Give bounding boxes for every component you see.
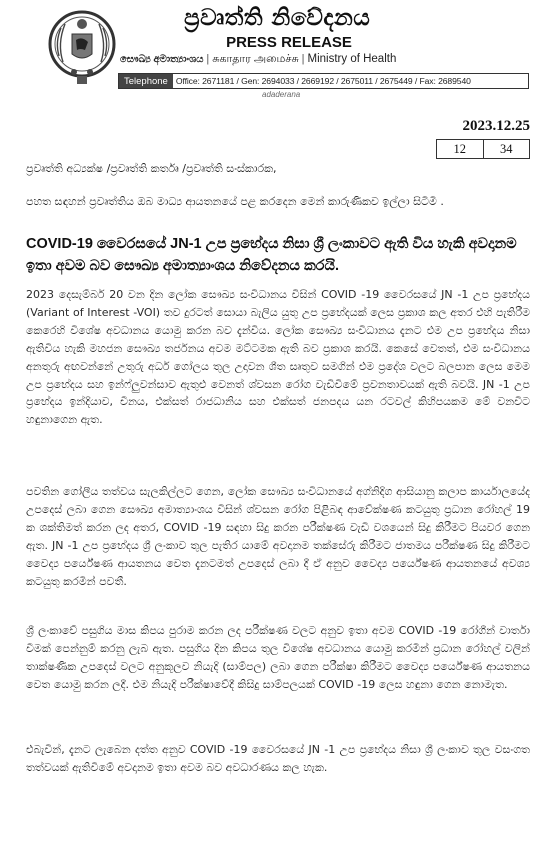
publication-request: පහත සඳහන් ප්‍රවෘත්තිය ඔබ මාධ්‍ය ආයතනයේ පළ කරදෙන මෙන් කාරුණිකව ඉල්ලා සිටිමි . [26, 195, 444, 208]
reference-number-right: 34 [483, 140, 530, 158]
release-headline: COVID-19 වෛරසයේ JN-1 උප ප්‍රභේදය නිසා ශ්‍රී ලංකාවට ඇති විය හැකි අවදානම ඉතා අවම බව සෞඛ්‍ය අමාත්‍යාංශය නිවේදනය කරයි. [26, 236, 517, 274]
ministry-name-line: සෞඛ්‍ය අමාත්‍යාංශය | சுகாதார அமைச்சு | Ministry of Health [120, 53, 397, 65]
telephone-label: Telephone [119, 74, 173, 88]
telephone-bar [118, 73, 529, 89]
ministry-name-sinhala: සෞඛ්‍ය අමාත්‍යාංශය [120, 54, 204, 65]
release-date: 2023.12.25 [462, 118, 530, 134]
reference-number-box [436, 139, 530, 159]
body-paragraph-2: පවතින ගෝලීය තත්වය සැලකිල්ලට ගෙන, ලෝක සෞඛ්‍ය සංවිධානයේ අග්නිදිග ආසියානු කලාප කාර්යාලයේද උපදෙස් ලබා ගෙන සෞඛ්‍ය අමාත්‍යාංශය විසින් ශ්වසන රෝග පිළිබඳ ආවේක්ෂණ කටයුතු ප්‍රධාන රෝහල් 19 ක ශක්තිමත් කරන ලද අතර, COVID -19 සඳහා සිදු කරන පරීක්ෂණ වැඩි වශයෙන් සිදු කිරීමට පියවර ගෙන ඇත. JN -1 උප ප්‍රභේදය ශ්‍රී ලංකාව තුල පැතිර යාමේ අවදානම තක්සේරු කිරීමට ජාතමය පරීක්ෂණ සිදු කිරීමට වෛද්‍ය පර්යේෂණ ආයතනය වෙත දැනටමත් උපදෙස් ලබා දී ඒ අනුව වෛද්‍ය පර්යේෂණ ආයතනයේ අවශ්‍ය කටයුතු කරමින් පවතී. [26, 485, 530, 588]
body-paragraph-4: එබැවින්, දැනට ලැබෙන දත්ත අනුව COVID -19 වෛරසයේ JN -1 උප ප්‍රභේදය නිසා ශ්‍රී ලංකාව තුල වසංගත තත්වයක් ඇතිවීමේ අවදානම ඉතා අවම බව අවධාරණය කල හැක. [26, 743, 530, 774]
ministry-name-tamil: சுகாதார அமைச்சு [212, 53, 299, 65]
sri-lanka-crest-logo [47, 4, 117, 88]
body-paragraph-3: ශ්‍රී ලංකාවේ පසුගිය මාස කිපය පුරාම කරන ලද පරීක්ෂණ වලට අනුව ඉතා අවම COVID -19 රෝගීන් වාර්තා වීමක් පෙන්නුම් කරනු ලැබ ඇත. පසුගිය දින කිපය තුල විශේෂ අවධානය යොමු කරමින් ප්‍රධාන රෝහල් වලින් තාක්ෂණික උපදෙස් වලට අනුකූලව නියැදි (සාම්පල) ලබා ගෙන පරීක්ෂා කිරීමට වෛද්‍ය පර්යේෂණ ආයතනය වෙත යොමු කරන ලදී. එම නියැදි පරීක්ෂාවේදී කිසිදු සාම්පලයක් COVID -19 ලෙස හඳුනා ගෙන නොමැත. [26, 624, 530, 691]
body-paragraph-1: 2023 දෙසැම්බර් 20 වන දින ලෝක සෞඛ්‍ය සංවිධානය විසින් COVID -19 වෛරසයේ JN -1 උප ප්‍රභේදය (Variant of Interest -VOI) තව දුරටත් සොයා බැලිය යුතු උප ප්‍රභේදයක් ලෙස ප්‍රකාශ කල අතර එහි පැතිරීම කෙරෙහි විශේෂ අවධානය යොමු කරන බව දැන්විය. ලෝක සෞඛ්‍ය සංවිධානය දැනට එම උප ප්‍රභේදය නිසා ඇතිවිය හැකි මහජන සෞඛ්‍ය තර්ජනය අවම මට්ටමක ඇති බව ප්‍රකාශ කරයි. කෙසේ වෙතත්, එම සංවිධානය අනතුරු අඟවන්නේ උතුරු අර්ධ ගෝලය තුල උදාවන ශීත සෘතුව සමගින් එම ප්‍රදේශ වලට බලපාන ලෙස මෙම උප ප්‍රභේදය සහ ඉන්ෆ්ලුවන්සාව ඇතුළු වෙනත් ශ්වසන රෝග වැඩිවීමේ ප්‍රවනතාවයක් ඇති බවයි. JN -1 උප ප්‍රභේදය ඉන්දියාව, චීනය, එක්සත් රාජධානිය සහ එක්සත් ජනපදය යන රටවල් කිහිපයකම මේ වනවිට හඳුනාගෙන ඇත. [26, 288, 530, 427]
ministry-name-english: Ministry of Health [307, 53, 397, 65]
addressee-line: ප්‍රවෘත්ති අධ්‍යක්ෂ /ප්‍රවෘත්ති කර්තෘ /ප්‍රවෘත්ති සංස්කාරක, [26, 162, 277, 175]
press-release-title-sinhala: ප්‍රවෘත්ති නිවේදනය [184, 5, 371, 31]
source-watermark: adaderana [262, 90, 301, 99]
telephone-numbers: Office: 2671181 / Gen: 2694033 / 2669192 / 2675011 / 2675449 / Fax: 2689540 [175, 76, 471, 86]
reference-number-left: 12 [453, 141, 466, 156]
press-release-title-english: PRESS RELEASE [226, 34, 352, 51]
